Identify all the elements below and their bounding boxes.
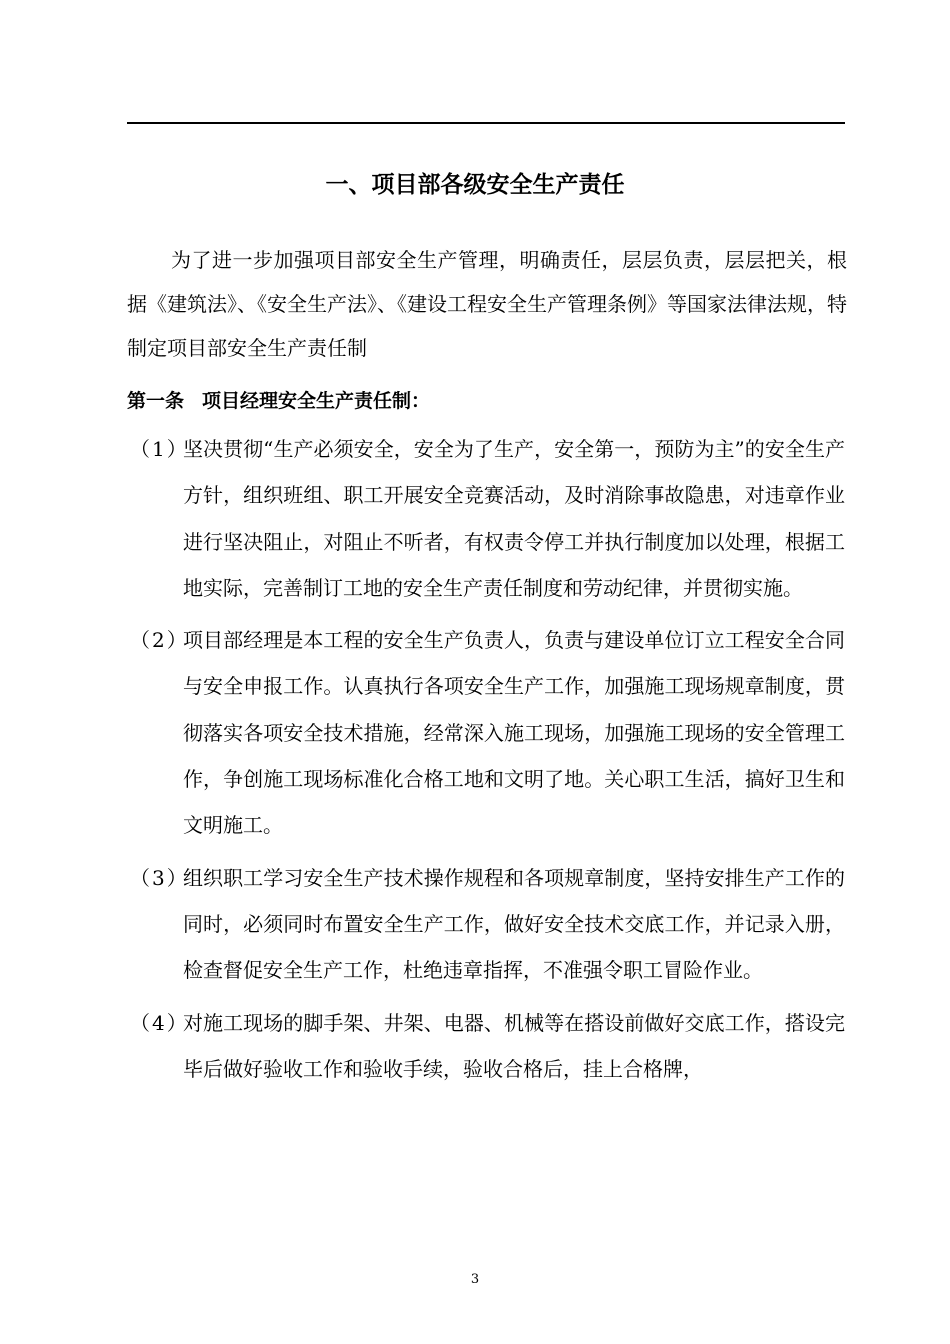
list-item-number: （1） <box>130 437 189 461</box>
list-item-text: 坚决贯彻“生产必须安全，安全为了生产，安全第一，预防为主”的安全生产方针，组织班组、职工开展安全竞赛活动，及时消除事故隐患，对违章作业进行坚决阻止，对阻止不听者，有权责令停工并执行制度加以处理，根据工地实际，完善制订工地的安全生产责任制度和劳动纪律，并贯彻实施。 <box>183 437 845 600</box>
list-item-text: 对施工现场的脚手架、井架、电器、机械等在搭设前做好交底工作，搭设完毕后做好验收工作和验收手续，验收合格后，挂上合格牌， <box>183 1010 845 1081</box>
article-heading-text: 项目经理安全生产责任制： <box>202 390 431 412</box>
list-item-text: 项目部经理是本工程的安全生产负责人，负责与建设单位订立工程安全合同与安全申报工作。认真执行各项安全生产工作，加强施工现场规章制度，贯彻落实各项安全技术措施，经常深入施工现场，加强施工现场的安全管理工作，争创施工现场标准化合格工地和文明了地。关心职工生活，搞好卫生和文明施工。 <box>183 628 845 838</box>
list-item-number: （2） <box>130 628 189 653</box>
article-number: 第一条 <box>127 390 185 412</box>
page-number: 3 <box>470 1272 480 1287</box>
page-title: 一、项目部各级安全生产责任 <box>325 172 625 198</box>
intro-paragraph: 为了进一步加强项目部安全生产管理，明确责任，层层负责，层层把关，根据《建筑法》、《安全生产法》、《建设工程安全生产管理条例》等国家法律法规，特制定项目部安全生产责任制 <box>127 248 847 360</box>
article-heading <box>127 379 847 423</box>
list-item <box>0 617 845 848</box>
list-item <box>0 1000 845 1093</box>
header-rule <box>127 122 845 124</box>
list-item <box>0 855 845 994</box>
list-item-text: 组织职工学习安全生产技术操作规程和各项规章制度，坚持安排生产工作的同时，必须同时布置安全生产工作，做好安全技术交底工作，并记录入册，检查督促安全生产工作，杜绝违章指挥，不准强令职工冒险作业。 <box>183 865 845 983</box>
list-item-number: （3） <box>130 865 189 890</box>
list-item-number: （4） <box>130 1010 189 1035</box>
list-item <box>0 426 845 611</box>
responsibility-list <box>0 426 950 1098</box>
